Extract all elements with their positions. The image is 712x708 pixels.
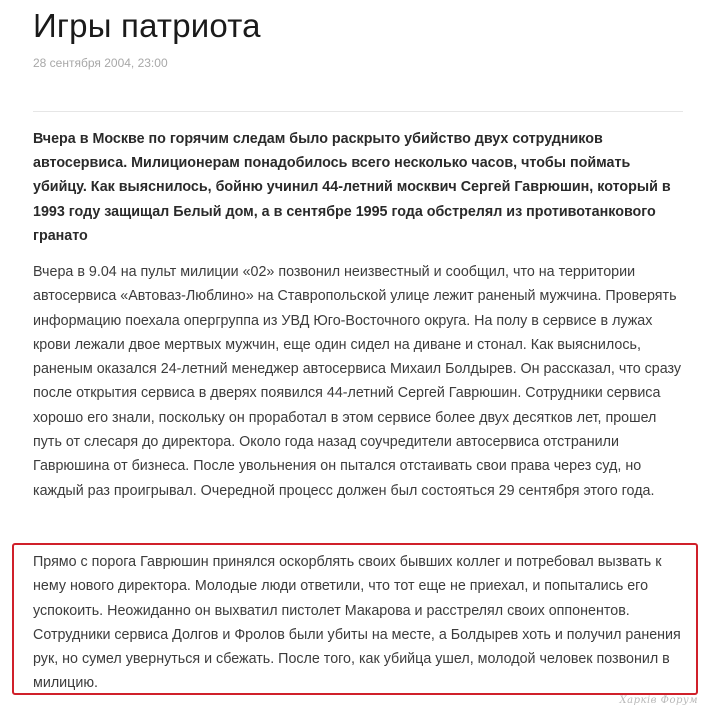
highlighted-paragraph: Прямо с порога Гаврюшин принялся оскорблять своих бывших коллег и потребовал вызвать к нему нового директора. Молодые люди ответили, что тот еще не приехал, и попытались его успокоить. Неожиданно он выхватил пистолет Макарова и расстрелял своих оппонентов. Сотрудники сервиса Долгов и Фролов были убиты на месте, а Болдырев хоть и получил ранения рук, но сумел увернуться и сбежать. После того, как убийца ушел, молодой человек позвонил в милицию.	[33, 554, 681, 692]
article-title: Игры патриота	[33, 7, 261, 44]
divider	[33, 111, 683, 112]
article-lead: Вчера в Москве по горячим следам было раскрыто убийство двух сотрудников автосервиса. Милиционерам понадобилось всего несколько часов, чтобы поймать убийцу. Как выяснилось, бойню учинил 44-летний москвич Сергей Гаврюшин, который в 1993 году защищал Белый дом, а в сентябре 1995 года обстрелял из противотанкового гранато	[33, 131, 671, 244]
watermark: Харків Форум	[619, 695, 698, 706]
article-date: 28 сентября 2004, 23:00	[33, 56, 168, 70]
article-paragraph: Вчера в 9.04 на пульт милиции «02» позвонил неизвестный и сообщил, что на территории автосервиса «Автоваз-Люблино» на Ставропольской улице лежит раненый мужчина. Проверять информацию поехала опергруппа из УВД Юго-Восточного округа. На полу в сервисе в лужах крови лежали двое мертвых мужчин, еще один сидел на диване и стонал. Как выяснилось, раненым оказался 24-летний менеджер автосервиса Михаил Болдырев. Он рассказал, что сразу после открытия сервиса в дверях появился 44-летний Сергей Гаврюшин. Сотрудники сервиса хорошо его знали, поскольку он проработал в этом сервисе более двух десятков лет, прошел путь от слесаря до директора. Около года назад соучредители автосервиса отстранили Гаврюшина от бизнеса. После увольнения он пытался отстаивать свои права через суд, но каждый раз проигрывал. Очередной процесс должен был состояться 29 сентября этого года.	[33, 264, 682, 499]
highlight-frame	[12, 543, 698, 695]
